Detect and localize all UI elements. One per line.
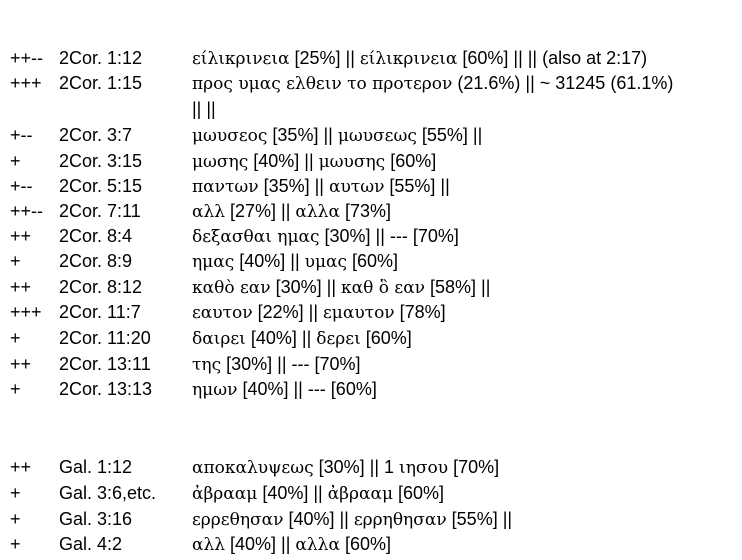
greek-reading: μωυσης <box>318 152 386 172</box>
reading-row <box>0 199 742 223</box>
reading-text <box>192 352 361 377</box>
reading-percentage: [25%] || <box>289 48 360 68</box>
reading-percentage: [30%] || --- [70%] <box>221 354 361 374</box>
reading-percentage: [40%] || <box>225 534 296 554</box>
confidence-mark: +++ <box>10 302 42 322</box>
verse-reference: 2Cor. 13:11 <box>59 354 151 374</box>
reading-row <box>0 377 742 401</box>
reading-row <box>0 455 742 479</box>
reading-percentage: [60%] <box>360 328 412 348</box>
reading-percentage: [73%] <box>339 201 391 221</box>
greek-reading: αποκαλυψεως <box>192 458 314 478</box>
greek-reading: ιησου <box>399 458 449 478</box>
reading-text <box>192 326 412 351</box>
reading-text <box>192 97 216 122</box>
verse-reference: 2Cor. 3:15 <box>59 151 143 171</box>
reading-percentage: [35%] || <box>267 125 338 145</box>
reading-row <box>0 532 742 556</box>
greek-reading: αυτων <box>328 177 385 197</box>
confidence-mark: ++ <box>10 354 32 374</box>
confidence-mark: ++-- <box>10 201 44 221</box>
reading-text <box>192 532 391 557</box>
verse-reference: 2Cor. 1:15 <box>59 73 143 93</box>
confidence-mark: ++ <box>10 457 32 477</box>
reading-percentage: (21.6%) || ~ 31245 (61.1%) <box>452 73 674 93</box>
reading-percentage: [22%] || <box>252 302 323 322</box>
greek-reading: καθ ὃ εαν <box>341 278 426 298</box>
reading-percentage: [40%] || <box>245 328 317 348</box>
greek-reading: ημων <box>192 380 238 400</box>
verse-reference: 2Cor. 8:4 <box>59 226 133 246</box>
greek-reading: ερρηθησαν <box>353 510 447 530</box>
reading-percentage: [58%] || <box>425 277 491 297</box>
verse-reference: 2Cor. 11:20 <box>59 328 151 348</box>
reading-text <box>192 249 398 274</box>
reading-row <box>0 481 742 505</box>
confidence-mark: + <box>10 328 21 348</box>
greek-reading: ερρεθησαν <box>192 510 284 530</box>
reading-row <box>0 326 742 350</box>
verse-reference: 2Cor. 3:7 <box>59 125 133 145</box>
reading-row <box>0 71 742 95</box>
greek-reading: δερει <box>316 329 361 349</box>
greek-reading: εμαυτον <box>323 303 395 323</box>
reading-percentage: [70%] <box>448 457 500 477</box>
reading-row <box>0 275 742 299</box>
reading-percentage: [40%] || <box>234 251 305 271</box>
greek-reading: δεξασθαι ημας <box>192 227 320 247</box>
verse-reference: 2Cor. 5:15 <box>59 176 143 196</box>
confidence-mark: +-- <box>10 176 33 196</box>
confidence-mark: ++ <box>10 226 32 246</box>
greek-reading: ἀβρααμ <box>192 484 258 504</box>
greek-reading: αλλα <box>295 535 340 555</box>
greek-reading: είλικρινεια <box>192 49 290 69</box>
confidence-mark: + <box>10 251 21 271</box>
reading-text <box>192 481 444 506</box>
confidence-mark: ++ <box>10 277 32 297</box>
reading-row <box>0 123 742 147</box>
reading-percentage: [30%] || 1 <box>313 457 400 477</box>
reading-row <box>0 352 742 376</box>
reading-row <box>0 249 742 273</box>
reading-row <box>0 46 742 70</box>
reading-text <box>192 123 482 148</box>
confidence-mark: + <box>10 483 21 503</box>
confidence-mark: +++ <box>10 73 42 93</box>
greek-reading: αλλ <box>192 535 226 555</box>
reading-text <box>192 300 446 325</box>
reading-text <box>192 174 450 199</box>
reading-percentage: [35%] || <box>258 176 329 196</box>
reading-row <box>0 97 742 121</box>
reading-text <box>192 275 490 300</box>
reading-row <box>0 224 742 248</box>
reading-percentage: [30%] || <box>270 277 341 297</box>
verse-reference: 2Cor. 1:12 <box>59 48 143 68</box>
confidence-mark: + <box>10 534 21 554</box>
reading-text <box>192 224 459 249</box>
reading-row <box>0 300 742 324</box>
reading-percentage: [30%] || --- [70%] <box>319 226 459 246</box>
greek-reading: ημας <box>192 252 235 272</box>
greek-reading: είλικρινεια <box>359 49 458 69</box>
confidence-mark: + <box>10 509 21 529</box>
reading-percentage: [78%] <box>394 302 446 322</box>
reading-percentage: [55%] || <box>446 509 513 529</box>
greek-reading: εαυτον <box>192 303 253 323</box>
greek-reading: μωσης <box>192 152 249 172</box>
reading-row <box>0 507 742 531</box>
verse-reference: Gal. 3:16 <box>59 509 133 529</box>
verse-reference: 2Cor. 8:9 <box>59 251 133 271</box>
confidence-mark: +-- <box>10 125 33 145</box>
reading-percentage: [55%] || <box>416 125 483 145</box>
confidence-mark: + <box>10 151 21 171</box>
greek-reading: καθὸ εαν <box>192 278 271 298</box>
greek-reading: μωυσεως <box>337 126 417 146</box>
reading-percentage: [40%] || <box>248 151 319 171</box>
reading-percentage: [40%] || <box>257 483 328 503</box>
reading-text <box>192 507 512 532</box>
reading-percentage: [60%] || || (also at 2:17) <box>457 48 648 68</box>
reading-text <box>192 149 436 174</box>
verse-reference: 2Cor. 8:12 <box>59 277 143 297</box>
greek-reading: της <box>192 355 222 375</box>
greek-reading: παντων <box>192 177 259 197</box>
verse-reference: 2Cor. 7:11 <box>59 201 141 221</box>
reading-percentage: [60%] <box>347 251 399 271</box>
reading-percentage: [60%] <box>393 483 445 503</box>
greek-reading: δαιρει <box>192 329 246 349</box>
reading-percentage: [60%] <box>385 151 437 171</box>
confidence-mark: ++-- <box>10 48 44 68</box>
greek-reading: αλλ <box>192 202 226 222</box>
reading-percentage: [27%] || <box>225 201 296 221</box>
reading-text <box>192 46 647 71</box>
reading-percentage: || || <box>192 99 216 119</box>
greek-reading: μωυσεος <box>192 126 268 146</box>
reading-text <box>192 455 499 480</box>
reading-row <box>0 174 742 198</box>
reading-text <box>192 199 391 224</box>
reading-percentage: [40%] || <box>283 509 354 529</box>
reading-text <box>192 71 673 96</box>
verse-reference: Gal. 4:2 <box>59 534 123 554</box>
verse-reference: Gal. 1:12 <box>59 457 133 477</box>
greek-reading: υμας <box>304 252 348 272</box>
verse-reference: Gal. 3:6,etc. <box>59 483 157 503</box>
reading-text <box>192 377 377 402</box>
reading-percentage: [55%] || <box>384 176 450 196</box>
greek-reading: αλλα <box>295 202 340 222</box>
greek-reading: ἀβρααμ <box>327 484 394 504</box>
reading-percentage: [40%] || --- [60%] <box>237 379 377 399</box>
reading-percentage: [60%] <box>339 534 391 554</box>
greek-reading: προς υμας ελθειν το προτερον <box>192 74 453 94</box>
verse-reference: 2Cor. 13:13 <box>59 379 153 399</box>
verse-reference: 2Cor. 11:7 <box>59 302 141 322</box>
confidence-mark: + <box>10 379 21 399</box>
reading-row <box>0 149 742 173</box>
